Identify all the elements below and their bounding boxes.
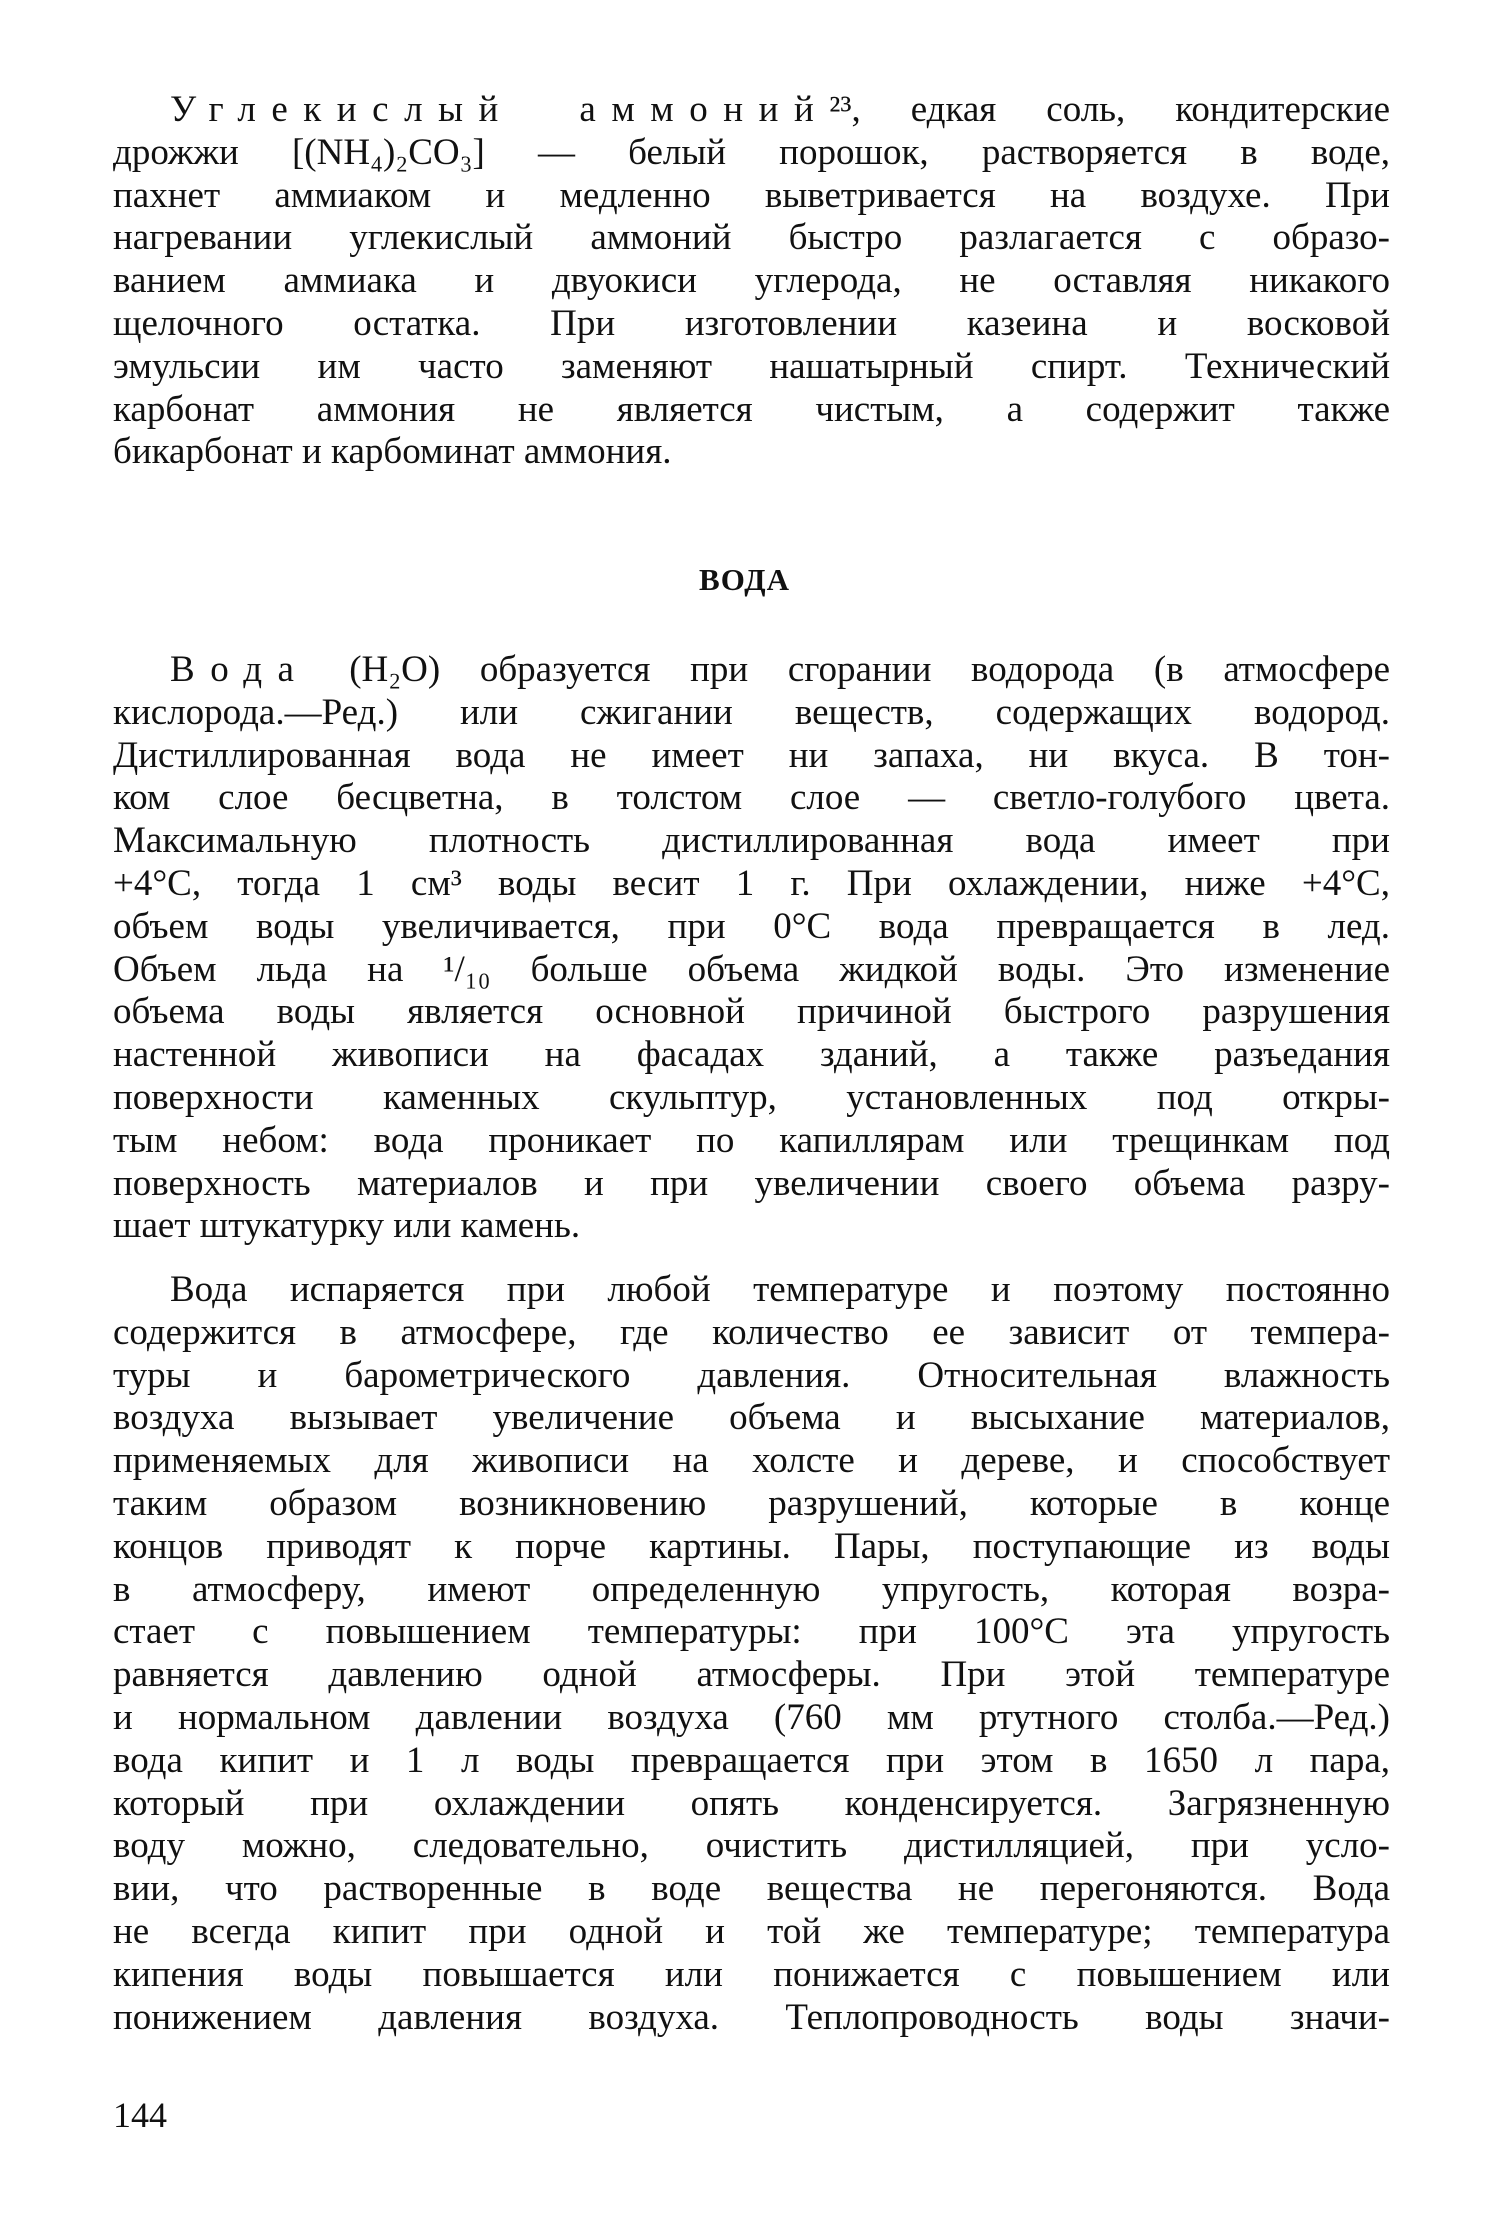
- text-line: [113, 649, 1390, 692]
- text-line-rest: (H₂O) образуется при сгорании водорода (в атмосфере: [309, 649, 1390, 690]
- text-line: +4°C, тогда 1 см³ воды весит 1 г. При охлаждении, ниже +4°C,: [113, 862, 1390, 904]
- text-line: объема воды является основной причиной быстрого разрушения: [113, 991, 1390, 1033]
- text-line: ком слое бесцветна, в толстом слое — светло-голубого цвета.: [113, 777, 1390, 819]
- spaced-term: Вода: [170, 649, 310, 690]
- text-line: воду можно, следовательно, очистить дистилляцией, при усло-: [113, 1825, 1390, 1867]
- text-line: туры и барометрического давления. Относительная влажность: [113, 1354, 1390, 1396]
- text-line: и нормальном давлении воздуха (760 мм ртутного столба.—Ред.): [113, 1696, 1390, 1738]
- text-line: пахнет аммиаком и медленно выветривается на воздухе. При: [113, 174, 1390, 216]
- text-line: концов приводят к порче картины. Пары, поступающие из воды: [113, 1525, 1390, 1567]
- text-line: поверхности каменных скульптур, установленных под откры-: [113, 1076, 1390, 1118]
- text-line: кислорода.—Ред.) или сжигании веществ, содержащих водород.: [113, 691, 1390, 733]
- text-line: Дистиллированная вода не имеет ни запаха, ни вкуса. В тон-: [113, 734, 1390, 776]
- paragraph-water-evaporation: [113, 1269, 1390, 2039]
- text-line: стает с повышением температуры: при 100°C эта упругость: [113, 1611, 1390, 1653]
- text-line: Максимальную плотность дистиллированная вода имеет при: [113, 820, 1390, 862]
- text-line: не всегда кипит при одной и той же температуре; температура: [113, 1910, 1390, 1952]
- text-line: понижением давления воздуха. Теплопроводность воды значи-: [113, 1996, 1390, 2038]
- text-line: дрожжи [(NH₄)₂CO₃] — белый порошок, растворяется в воде,: [113, 131, 1390, 173]
- text-line: равняется давлению одной атмосферы. При этой температуре: [113, 1654, 1390, 1696]
- text-line: Объем льда на ¹/₁₀ больше объема жидкой воды. Это изменение: [113, 948, 1390, 990]
- text-line: бикарбонат и карбоминат аммония.: [113, 431, 672, 473]
- text-line: тым небом: вода проникает по капиллярам или трещинкам под: [113, 1119, 1390, 1161]
- text-line: настенной живописи на фасадах зданий, а также разъедания: [113, 1034, 1390, 1076]
- text-line: вода кипит и 1 л воды превращается при этом в 1650 л пара,: [113, 1739, 1390, 1781]
- text-line: Вода испаряется при любой температуре и поэтому постоянно: [170, 1269, 1390, 1310]
- text-line-rest: ²³, едкая соль, кондитерские: [829, 89, 1391, 130]
- text-line: кипения воды повышается или понижается с повышением или: [113, 1953, 1390, 1995]
- text-line: нагревании углекислый аммоний быстро разлагается с образо-: [113, 217, 1390, 259]
- text-line: объем воды увеличивается, при 0°C вода превращается в лед.: [113, 905, 1390, 947]
- text-line: применяемых для живописи на холсте и дереве, и способствует: [113, 1440, 1390, 1482]
- text-line: шает штукатурку или камень.: [113, 1205, 581, 1247]
- paragraph-ammonium-carbonate: [113, 89, 1390, 474]
- text-line: эмульсии им часто заменяют нашатырный спирт. Технический: [113, 345, 1390, 387]
- paragraph-water-intro: [113, 649, 1390, 1248]
- text-line: воздуха вызывает увеличение объема и высыхание материалов,: [113, 1397, 1390, 1439]
- text-line: в атмосферу, имеют определенную упругость, которая возра-: [113, 1568, 1390, 1610]
- text-line: ванием аммиака и двуокиси углерода, не оставляя никакого: [113, 260, 1390, 302]
- text-line: содержится в атмосфере, где количество ее зависит от темпера-: [113, 1311, 1390, 1353]
- text-line: вии, что растворенные в воде вещества не перегоняются. Вода: [113, 1868, 1390, 1910]
- section-heading: ВОДА: [699, 562, 790, 597]
- spaced-term: Углекислый аммоний: [170, 89, 830, 130]
- text-line: [113, 89, 1390, 132]
- page-number: 144: [113, 2095, 167, 2135]
- text-line: таким образом возникновению разрушений, которые в конце: [113, 1482, 1390, 1524]
- text-line: поверхность материалов и при увеличении своего объема разру-: [113, 1162, 1390, 1204]
- text-line: щелочного остатка. При изготовлении казеина и восковой: [113, 302, 1390, 344]
- text-line: который при охлаждении опять конденсируется. Загрязненную: [113, 1782, 1390, 1824]
- text-line: карбонат аммония не является чистым, а содержит также: [113, 388, 1390, 430]
